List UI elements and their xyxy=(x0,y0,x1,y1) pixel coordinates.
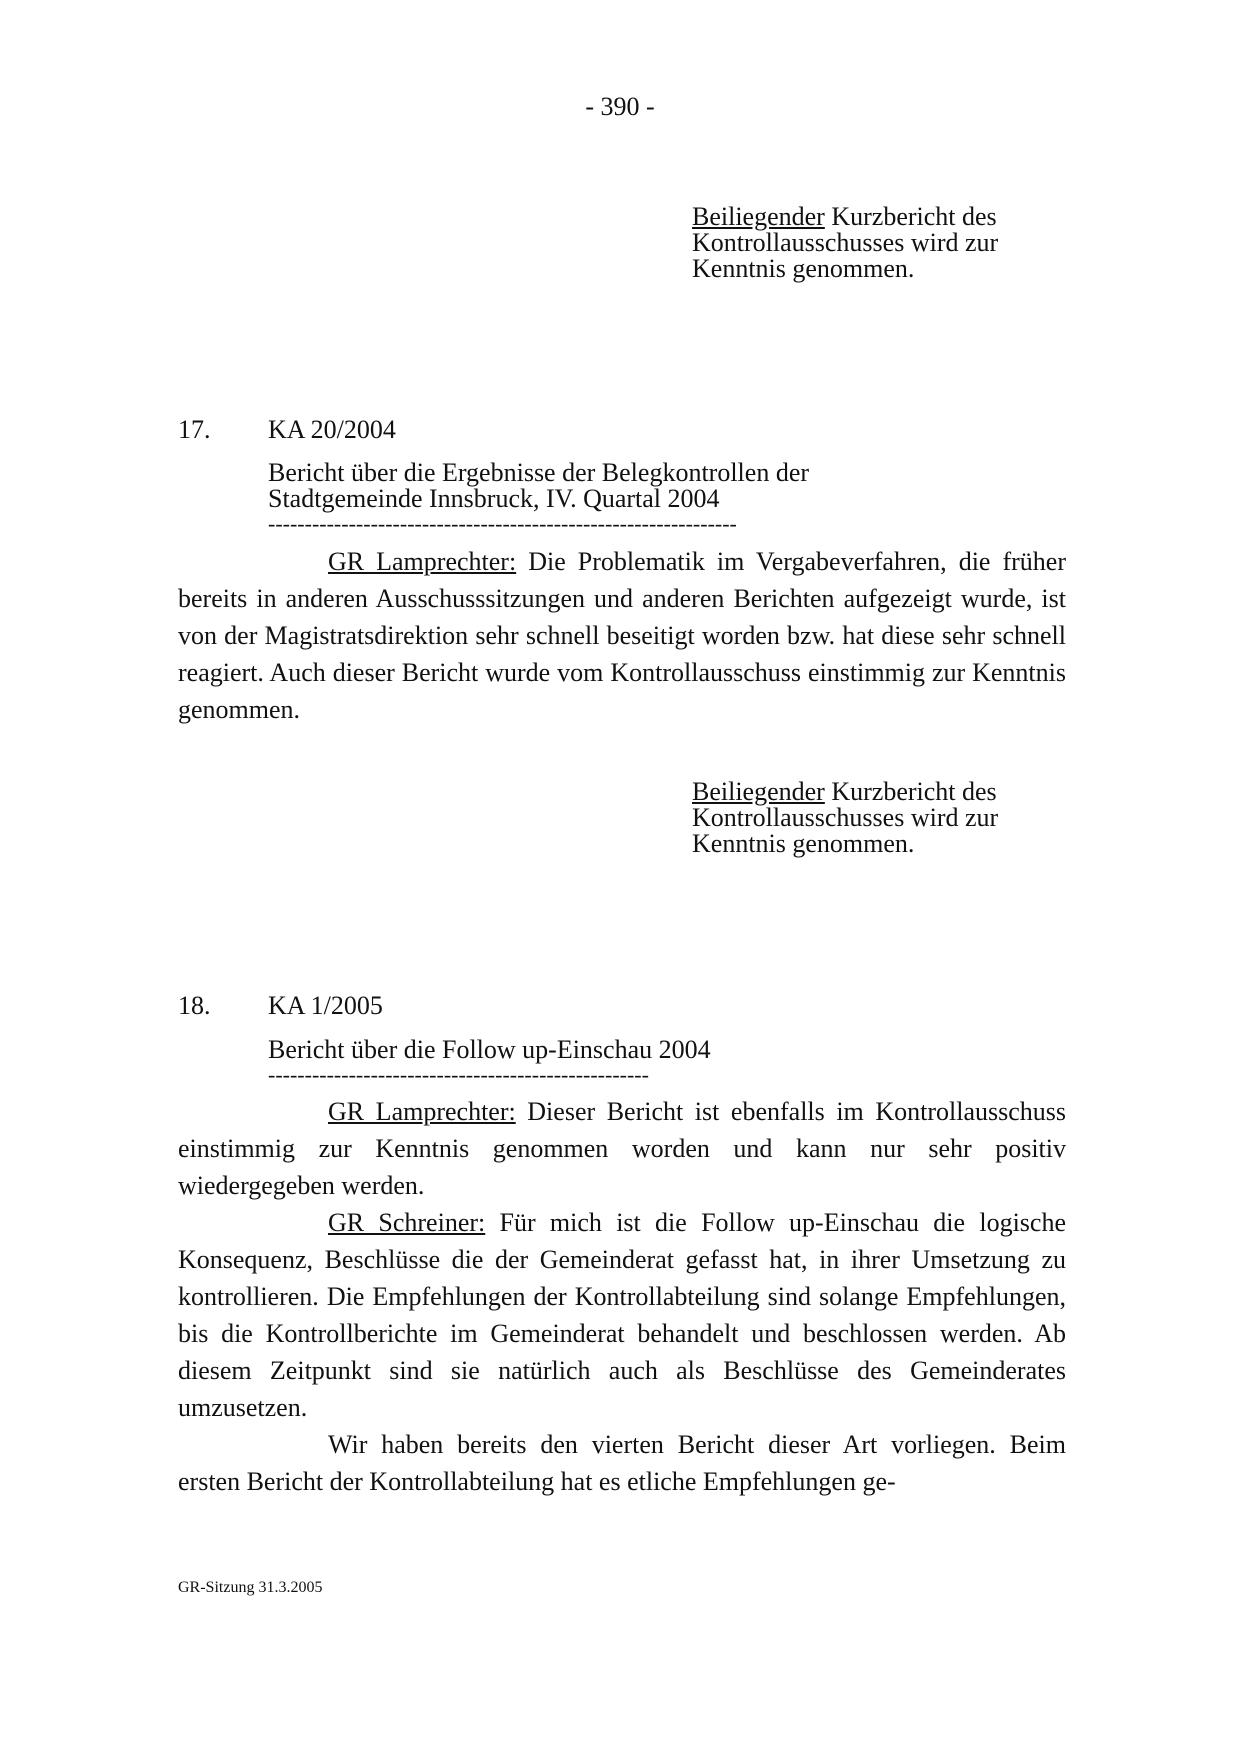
page-number: - 390 - xyxy=(585,92,655,121)
speaker-name: GR Lamprechter: xyxy=(328,1097,516,1126)
item-title xyxy=(268,1037,711,1063)
item-code: KA 20/2004 xyxy=(268,415,396,444)
resolution-line-1 xyxy=(692,204,1122,230)
speaker-name: GR Schreiner: xyxy=(328,1208,486,1237)
item-number: 17. xyxy=(178,415,211,444)
resolution-note xyxy=(692,779,1122,857)
speaker-name: GR Lamprechter: xyxy=(328,547,517,576)
resolution-line-3: Kenntnis genommen. xyxy=(692,829,915,858)
separator-line: ---------------------------------------------------------------- xyxy=(268,514,737,534)
resolution-underlined-word: Beiliegender xyxy=(692,777,825,806)
resolution-line-1 xyxy=(692,779,1122,805)
speech-paragraph xyxy=(178,543,1066,728)
separator-line: ---------------------------------------------------- xyxy=(268,1065,649,1085)
item-title-line-1: Bericht über die Ergebnisse der Belegkontrollen der xyxy=(268,458,810,487)
resolution-line-2: Kontrollausschusses wird zur xyxy=(692,228,999,257)
speech-text: Die Problematik im Vergabeverfahren, die früher bereits in anderen Ausschusssitzungen und anderen Berichten aufgezeigt wurde, ist von der Magistratsdirektion sehr schnell beseitigt worden bzw. hat diese sehr schnell reagiert. Auch dieser Bericht wurde vom Kontrollausschuss einstimmig zur Kenntnis genommen. xyxy=(178,547,1066,724)
resolution-line-3: Kenntnis genommen. xyxy=(692,254,915,283)
footer-session-date: GR-Sitzung 31.3.2005 xyxy=(178,1579,323,1596)
item-title-line-2: Stadtgemeinde Innsbruck, IV. Quartal 2004 xyxy=(268,484,720,513)
speech-paragraph xyxy=(178,1093,1066,1204)
resolution-text: Kurzbericht des xyxy=(824,202,997,231)
speech-paragraph xyxy=(178,1204,1066,1426)
resolution-line-2: Kontrollausschusses wird zur xyxy=(692,803,999,832)
speech-text: Wir haben bereits den vierten Bericht dieser Art vorliegen. Beim ersten Bericht der Kontrollabteilung hat es etliche Empfehlungen ge- xyxy=(178,1430,1066,1496)
resolution-note xyxy=(692,204,1122,282)
resolution-underlined-word: Beiliegender xyxy=(692,202,825,231)
speech-text: Dieser Bericht ist ebenfalls im Kontrollausschuss einstimmig zur Kenntnis genommen worden und kann nur sehr positiv wiedergegeben werden. xyxy=(178,1097,1066,1200)
item-number: 18. xyxy=(178,991,211,1020)
speech-text: Für mich ist die Follow up-Einschau die logische Konsequenz, Beschlüsse die der Gemeinderat gefasst hat, in ihrer Umsetzung zu kontrollieren. Die Empfehlungen der Kontrollabteilung sind solange Empfehlungen, bis die Kontrollberichte im Gemeinderat behandelt und beschlossen werden. Ab diesem Zeitpunkt sind sie natürlich auch als Beschlüsse des Gemeinderates umzusetzen. xyxy=(178,1208,1066,1422)
item-code: KA 1/2005 xyxy=(268,991,383,1020)
item-title-line-1: Bericht über die Follow up-Einschau 2004 xyxy=(268,1035,711,1064)
item-title xyxy=(268,460,809,512)
speech-paragraph xyxy=(178,1426,1066,1500)
resolution-text: Kurzbericht des xyxy=(824,777,997,806)
